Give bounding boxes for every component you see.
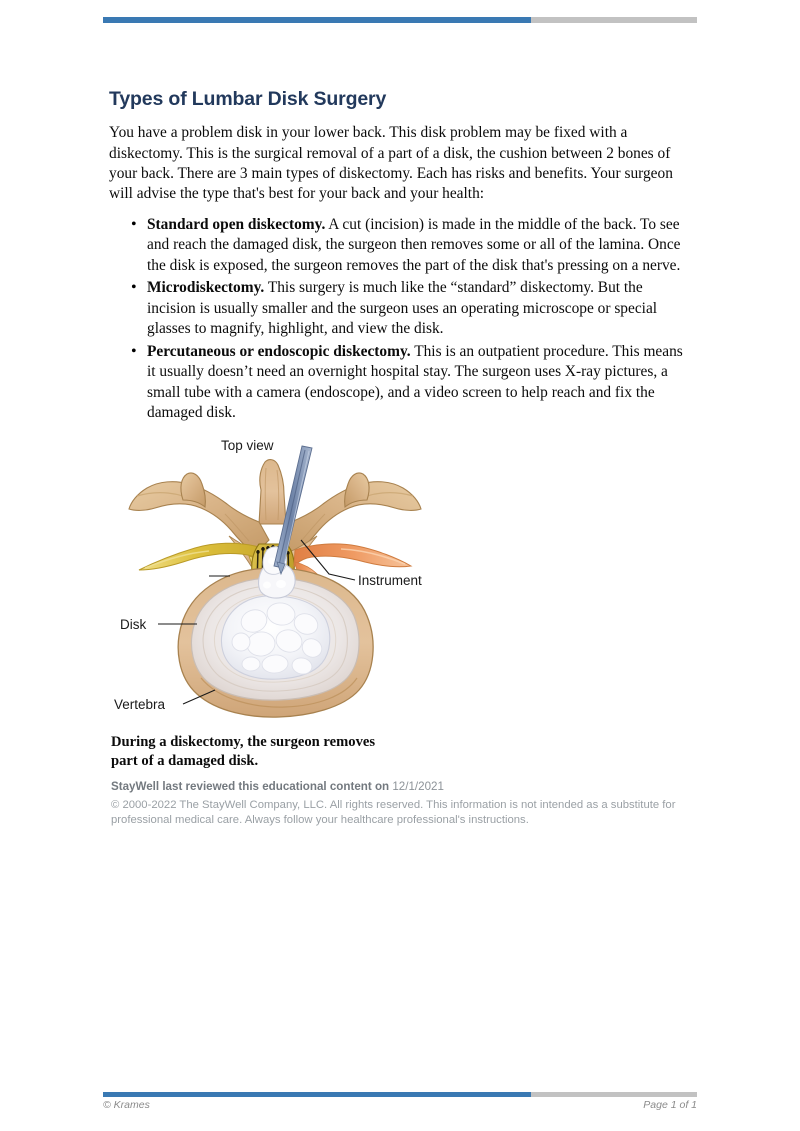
figure-label-disk: Disk xyxy=(120,617,147,632)
footer-page-indicator: Page 1 of 1 xyxy=(643,1099,697,1111)
footer-rule xyxy=(103,1092,697,1097)
footer-rule-blue-segment xyxy=(103,1092,531,1097)
surgery-types-list xyxy=(109,215,695,424)
article-body xyxy=(109,88,695,426)
surgery-type-description: A cut (incision) is made in the middle of the back. To see and reach the damaged disk, the surgeon then removes some or all of the lamina. Once the disk is exposed, the surgeon removes the part of the disk that's pressing on a nerve. xyxy=(147,215,681,274)
legal-disclaimer: © 2000-2022 The StayWell Company, LLC. All rights reserved. This information is not intended as a substitute for professional medical care. Always follow your healthcare professional's instructions. xyxy=(111,799,676,827)
review-line xyxy=(111,780,681,793)
figure-caption xyxy=(111,733,631,770)
surgery-type-description: This is an outpatient procedure. This means it usually doesn’t need an overnight hospital stay. The surgeon uses X-ray pictures, a small tube with a camera (endoscope), and a video screen to help reach and fix the damaged disk. xyxy=(147,342,683,422)
figure-label-instrument: Instrument xyxy=(358,573,422,588)
spinous-process xyxy=(259,460,286,524)
footer-copyright: © Krames xyxy=(103,1099,150,1111)
footer-rule-grey-segment xyxy=(531,1092,697,1097)
header-rule-grey-segment xyxy=(531,17,697,23)
list-item xyxy=(147,342,695,424)
list-item xyxy=(147,215,695,276)
surgery-type-term: Microdiskectomy. xyxy=(147,279,265,297)
figure-caption-line-1: During a diskectomy, the surgeon removes xyxy=(111,734,376,750)
review-date: 12/1/2021 xyxy=(392,780,444,793)
list-item xyxy=(147,278,695,339)
figure-label-vertebra: Vertebra xyxy=(114,697,166,712)
surgery-type-term: Standard open diskectomy. xyxy=(147,215,326,233)
page-footer xyxy=(103,1099,697,1111)
page-title: Types of Lumbar Disk Surgery xyxy=(109,88,387,110)
figure-caption-line-2: part of a damaged disk. xyxy=(111,752,259,769)
right-nerve-root xyxy=(294,544,411,567)
intro-paragraph: You have a problem disk in your lower back. This disk problem may be fixed with a diskectomy. This is the surgical removal of a part of a disk, the cushion between 2 bones of your back. There are 3 main types of diskectomy. Each has risks and benefits. Your surgeon will advise the type that's best for your back and your health: xyxy=(109,124,673,203)
header-rule xyxy=(103,17,697,23)
header-rule-blue-segment xyxy=(103,17,531,23)
surgery-type-term: Percutaneous or endoscopic diskectomy. xyxy=(147,342,411,360)
review-prefix: StayWell last reviewed this educational content on xyxy=(111,780,390,793)
figure-view-label: Top view xyxy=(221,438,274,453)
anatomy-illustration xyxy=(109,428,439,724)
surgery-type-description: This surgery is much like the “standard” diskectomy. But the incision is usually smaller and the surgeon uses an operating microscope or special glasses to magnify, highlight, and view the disk. xyxy=(147,279,658,338)
